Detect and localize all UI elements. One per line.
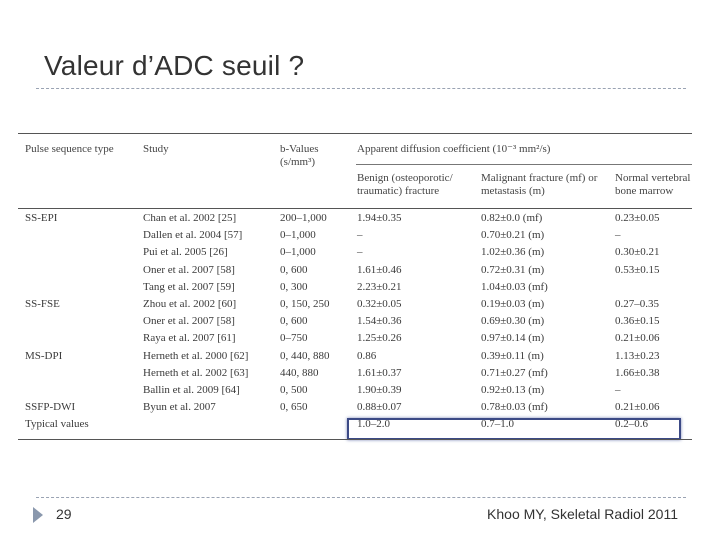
cell-pulse-sequence: SSFP-DWI [25, 401, 76, 414]
cell-study: Ballin et al. 2009 [64] [143, 384, 240, 396]
header-normal: Normal vertebral bone marrow [615, 172, 691, 197]
cell-b-values: 440, 880 [280, 366, 319, 379]
cell-benign: – [357, 229, 363, 242]
cell-benign: 2.23±0.21 [357, 280, 402, 293]
cell-normal: 0.27–0.35 [615, 298, 659, 310]
typical-values-highlight [347, 418, 681, 440]
cell-b-values: 0, 300 [280, 280, 308, 293]
cell-pulse-sequence: MS-DPI [25, 349, 63, 362]
table-header-rule [18, 208, 692, 209]
cell-b-values: 0, 150, 250 [280, 298, 330, 310]
header-pulse-sequence: Pulse sequence type [25, 143, 114, 155]
cell-malignant: 0.7–1.0 [481, 418, 514, 431]
cell-study: Oner et al. 2007 [58] [143, 263, 235, 276]
cell-malignant: 1.02±0.36 (m) [481, 246, 545, 259]
cell-study: Chan et al. 2002 [25] [143, 212, 237, 224]
cell-malignant: 0.92±0.13 (m) [481, 384, 545, 396]
cell-study: Pui et al. 2005 [26] [143, 246, 228, 259]
table-subhead-rule [356, 164, 692, 165]
cell-pulse-sequence: SS-FSE [25, 298, 60, 310]
cell-benign: 0.32±0.05 [357, 298, 402, 310]
cell-study: Herneth et al. 2002 [63] [143, 366, 249, 379]
cell-malignant: 0.19±0.03 (m) [481, 298, 545, 310]
title-divider [36, 88, 686, 89]
cell-pulse-sequence: SS-EPI [25, 212, 58, 224]
cell-malignant: 1.04±0.03 (mf) [481, 280, 548, 293]
cell-benign: 1.54±0.36 [357, 315, 402, 328]
triangle-bullet-icon [33, 507, 43, 523]
cell-study: Byun et al. 2007 [143, 401, 216, 414]
cell-normal: 1.66±0.38 [615, 366, 660, 379]
cell-b-values: 0, 600 [280, 315, 308, 328]
cell-normal: 0.2–0.6 [615, 418, 648, 431]
cell-malignant: 0.82±0.0 (mf) [481, 212, 543, 224]
cell-b-values: 0–1,000 [280, 229, 316, 242]
cell-study: Herneth et al. 2000 [62] [143, 349, 249, 362]
cell-study: Zhou et al. 2002 [60] [143, 298, 237, 310]
cell-benign: – [357, 246, 363, 259]
slide-title: Valeur d’ADC seuil ? [44, 50, 305, 81]
footer-divider [36, 497, 686, 498]
cell-malignant: 0.97±0.14 (m) [481, 332, 545, 345]
table-top-rule [18, 133, 692, 134]
cell-study: Tang et al. 2007 [59] [143, 280, 235, 293]
cell-normal: – [615, 229, 621, 242]
cell-study: Dallen et al. 2004 [57] [143, 229, 243, 242]
cell-benign: 0.86 [357, 349, 377, 362]
cell-b-values: 0, 440, 880 [280, 349, 330, 362]
cell-b-values: 0–750 [280, 332, 308, 345]
cell-study: Raya et al. 2007 [61] [143, 332, 236, 345]
header-adc: Apparent diffusion coefficient (10⁻³ mm²/s) [357, 143, 551, 155]
cell-b-values: 200–1,000 [280, 212, 327, 224]
cell-malignant: 0.39±0.11 (m) [481, 349, 544, 362]
header-benign: Benign (osteoporotic/ traumatic) fracture [357, 172, 453, 197]
cell-malignant: 0.69±0.30 (m) [481, 315, 545, 328]
table-bottom-rule [18, 439, 692, 440]
cell-normal: 0.30±0.21 [615, 246, 660, 259]
cell-b-values: 0, 650 [280, 401, 308, 414]
cell-b-values: 0–1,000 [280, 246, 316, 259]
cell-benign: 0.88±0.07 [357, 401, 402, 414]
header-malignant: Malignant fracture (mf) or metastasis (m) [481, 172, 598, 197]
cell-normal: 0.53±0.15 [615, 263, 660, 276]
cell-pulse-sequence: Typical values [25, 418, 89, 431]
cell-benign: 1.61±0.37 [357, 366, 402, 379]
cell-normal: 0.21±0.06 [615, 401, 660, 414]
header-b-values: b-Values (s/mm³) [280, 143, 319, 168]
header-study: Study [143, 143, 169, 155]
cell-study: Oner et al. 2007 [58] [143, 315, 235, 328]
citation: Khoo MY, Skeletal Radiol 2011 [487, 506, 678, 522]
cell-benign: 1.90±0.39 [357, 384, 402, 396]
page-number: 29 [56, 506, 72, 522]
cell-b-values: 0, 500 [280, 384, 308, 396]
cell-normal: 0.23±0.05 [615, 212, 660, 224]
cell-normal: 0.36±0.15 [615, 315, 660, 328]
cell-benign: 1.25±0.26 [357, 332, 402, 345]
cell-malignant: 0.70±0.21 (m) [481, 229, 545, 242]
cell-malignant: 0.72±0.31 (m) [481, 263, 545, 276]
cell-benign: 1.94±0.35 [357, 212, 402, 224]
cell-normal: 1.13±0.23 [615, 349, 660, 362]
cell-benign: 1.61±0.46 [357, 263, 402, 276]
cell-normal: – [615, 384, 621, 396]
cell-b-values: 0, 600 [280, 263, 308, 276]
cell-malignant: 0.78±0.03 (mf) [481, 401, 548, 414]
cell-normal: 0.21±0.06 [615, 332, 660, 345]
cell-benign: 1.0–2.0 [357, 418, 390, 431]
cell-malignant: 0.71±0.27 (mf) [481, 366, 548, 379]
